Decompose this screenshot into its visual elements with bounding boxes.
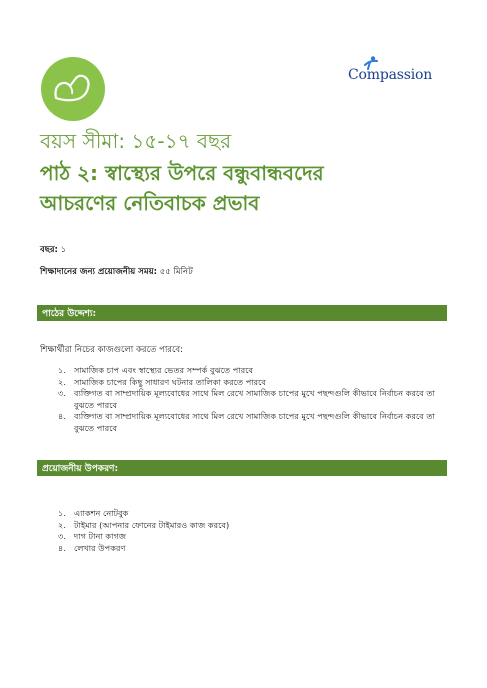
- age-range: বয়স সীমা: ১৫-১৭ বছর: [40, 129, 232, 153]
- list-item: ২. টাইমার (আপনার ফোনের টাইমারও কাজ করবে): [58, 519, 230, 530]
- compassion-logo: [348, 56, 448, 88]
- materials-list: [58, 508, 444, 554]
- list-item: ৩. দাগ টানা কাগজ: [58, 531, 127, 541]
- lesson-title-line2: আচরণের নেতিবাচক প্রভাব: [40, 191, 260, 215]
- list-item: ৪. ব্যক্তিগত বা সাম্প্রদায়িক মূল্যবোধের সাথে মিল রেখে সামাজিক চাপের মুখে পছন্দগুলি কীভাবে নির্বাচন করবে তা বুঝতে পারবে: [58, 411, 435, 433]
- list-item: ৩. ব্যক্তিগত বা সাম্প্রদায়িক মূল্যবোধের সাথে মিল রেখে সামাজিক চাপের মুখে পছন্দগুলি কীভাবে নির্বাচন করবে তা বুঝতে পারবে: [58, 388, 435, 410]
- year-value: ১: [60, 245, 67, 255]
- list-item: ২. সামাজিক চাপের কিছু সাধারণ ঘটনার তালিকা করতে পারবে: [58, 376, 266, 387]
- time-label: শিক্ষাদানের জন্য প্রয়োজনীয় সময়:: [40, 267, 158, 277]
- time-line: [40, 265, 193, 279]
- lesson-title: [40, 158, 440, 218]
- list-item: ১. সামাজিক চাপ এবং স্বাস্থ্যের ভেতর সম্পর্ক বুঝতে পারবে: [58, 365, 254, 375]
- flexed-arm-icon: [50, 72, 96, 106]
- objectives-heading: পাঠের উদ্দেশ্য:: [37, 305, 447, 321]
- list-item: ৪. লেখার উপকরণ: [58, 542, 126, 553]
- lesson-badge: [41, 57, 105, 121]
- year-line: [40, 243, 66, 257]
- list-item: ১. এ্যাকশন নোটবুক: [58, 508, 129, 518]
- year-label: বছর:: [40, 245, 58, 255]
- objectives-intro: শিক্ষার্থীরা নিচের কাজগুলো করতে পারবে:: [40, 345, 183, 355]
- logo-wordmark: Compassion: [348, 67, 433, 83]
- time-value: ৫৫ মিনিট: [159, 267, 193, 277]
- lesson-title-line1: পাঠ ২: স্বাস্থ্যের উপরে বন্ধুবান্ধবদের: [40, 161, 324, 185]
- materials-heading: প্রয়োজনীয় উপকরণ:: [37, 460, 447, 476]
- objectives-list: [58, 365, 444, 434]
